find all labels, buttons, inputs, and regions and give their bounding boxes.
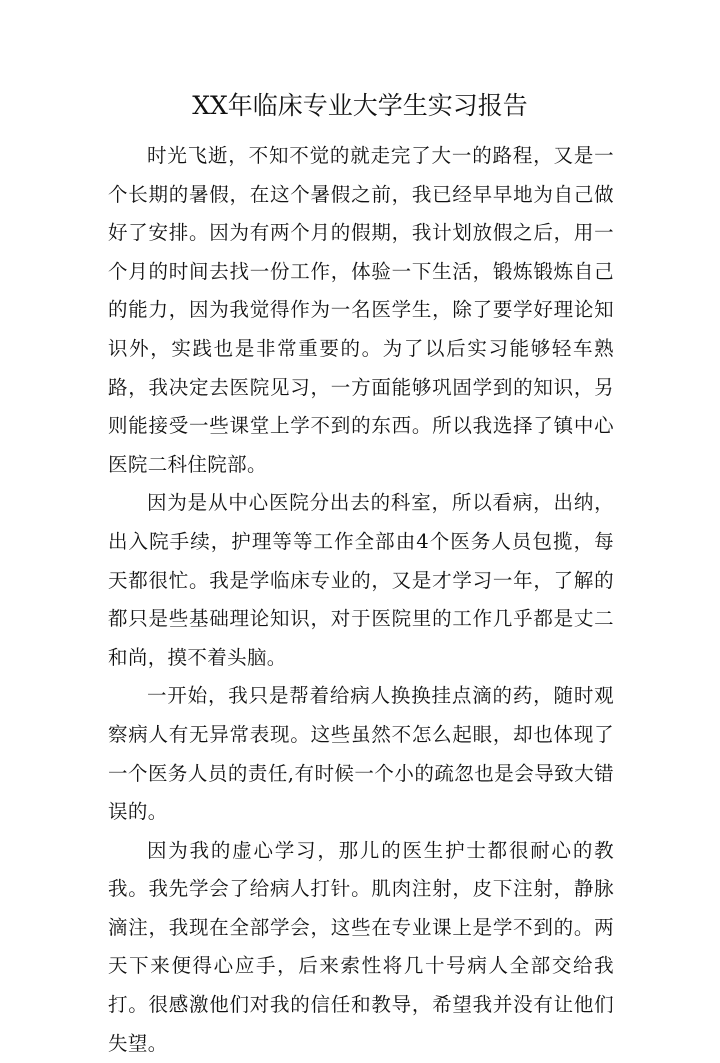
document-body — [108, 137, 614, 1063]
paragraph-1: 时光飞逝，不知不觉的就走完了大一的路程，又是一个长期的暑假，在这个暑假之前，我已经早早地为自己做好了安排。因为有两个月的假期，我计划放假之后，用一个月的时间去找一份工作，体验一下生活，锻炼锻炼自己的能力，因为我觉得作为一名医学生，除了要学好理论知识外，实践也是非常重要的。为了以后实习能够轻车熟路，我决定去医院见习，一方面能够巩固学到的知识，另则能接受一些课堂上学不到的东西。所以我选择了镇中心医院二科住院部。 — [108, 144, 614, 476]
paragraph-4: 因为我的虚心学习，那儿的医生护士都很耐心的教我。我先学会了给病人打针。肌肉注射，皮下注射，静脉滴注，我现在全部学会，这些在专业课上是学不到的。两天下来便得心应手，后来索性将几十号病人全部交给我打。很感激他们对我的信任和教导，希望我并没有让他们失望。 — [108, 838, 614, 1055]
paragraph-2: 因为是从中心医院分出去的科室，所以看病，出纳，出入院手续，护理等等工作全部由4个医务人员包揽，每天都很忙。我是学临床专业的，又是才学习一年，了解的都只是些基础理论知识，对于医院里的工作几乎都是丈二和尚，摸不着头脑。 — [108, 491, 614, 669]
document-title: XX年临床专业大学生实习报告 — [192, 91, 528, 120]
paragraph-3: 一开始，我只是帮着给病人换换挂点滴的药，随时观察病人有无异常表现。这些虽然不怎么起眼，却也体现了一个医务人员的责任,有时候一个小的疏忽也是会导致大错误的。 — [108, 684, 614, 824]
